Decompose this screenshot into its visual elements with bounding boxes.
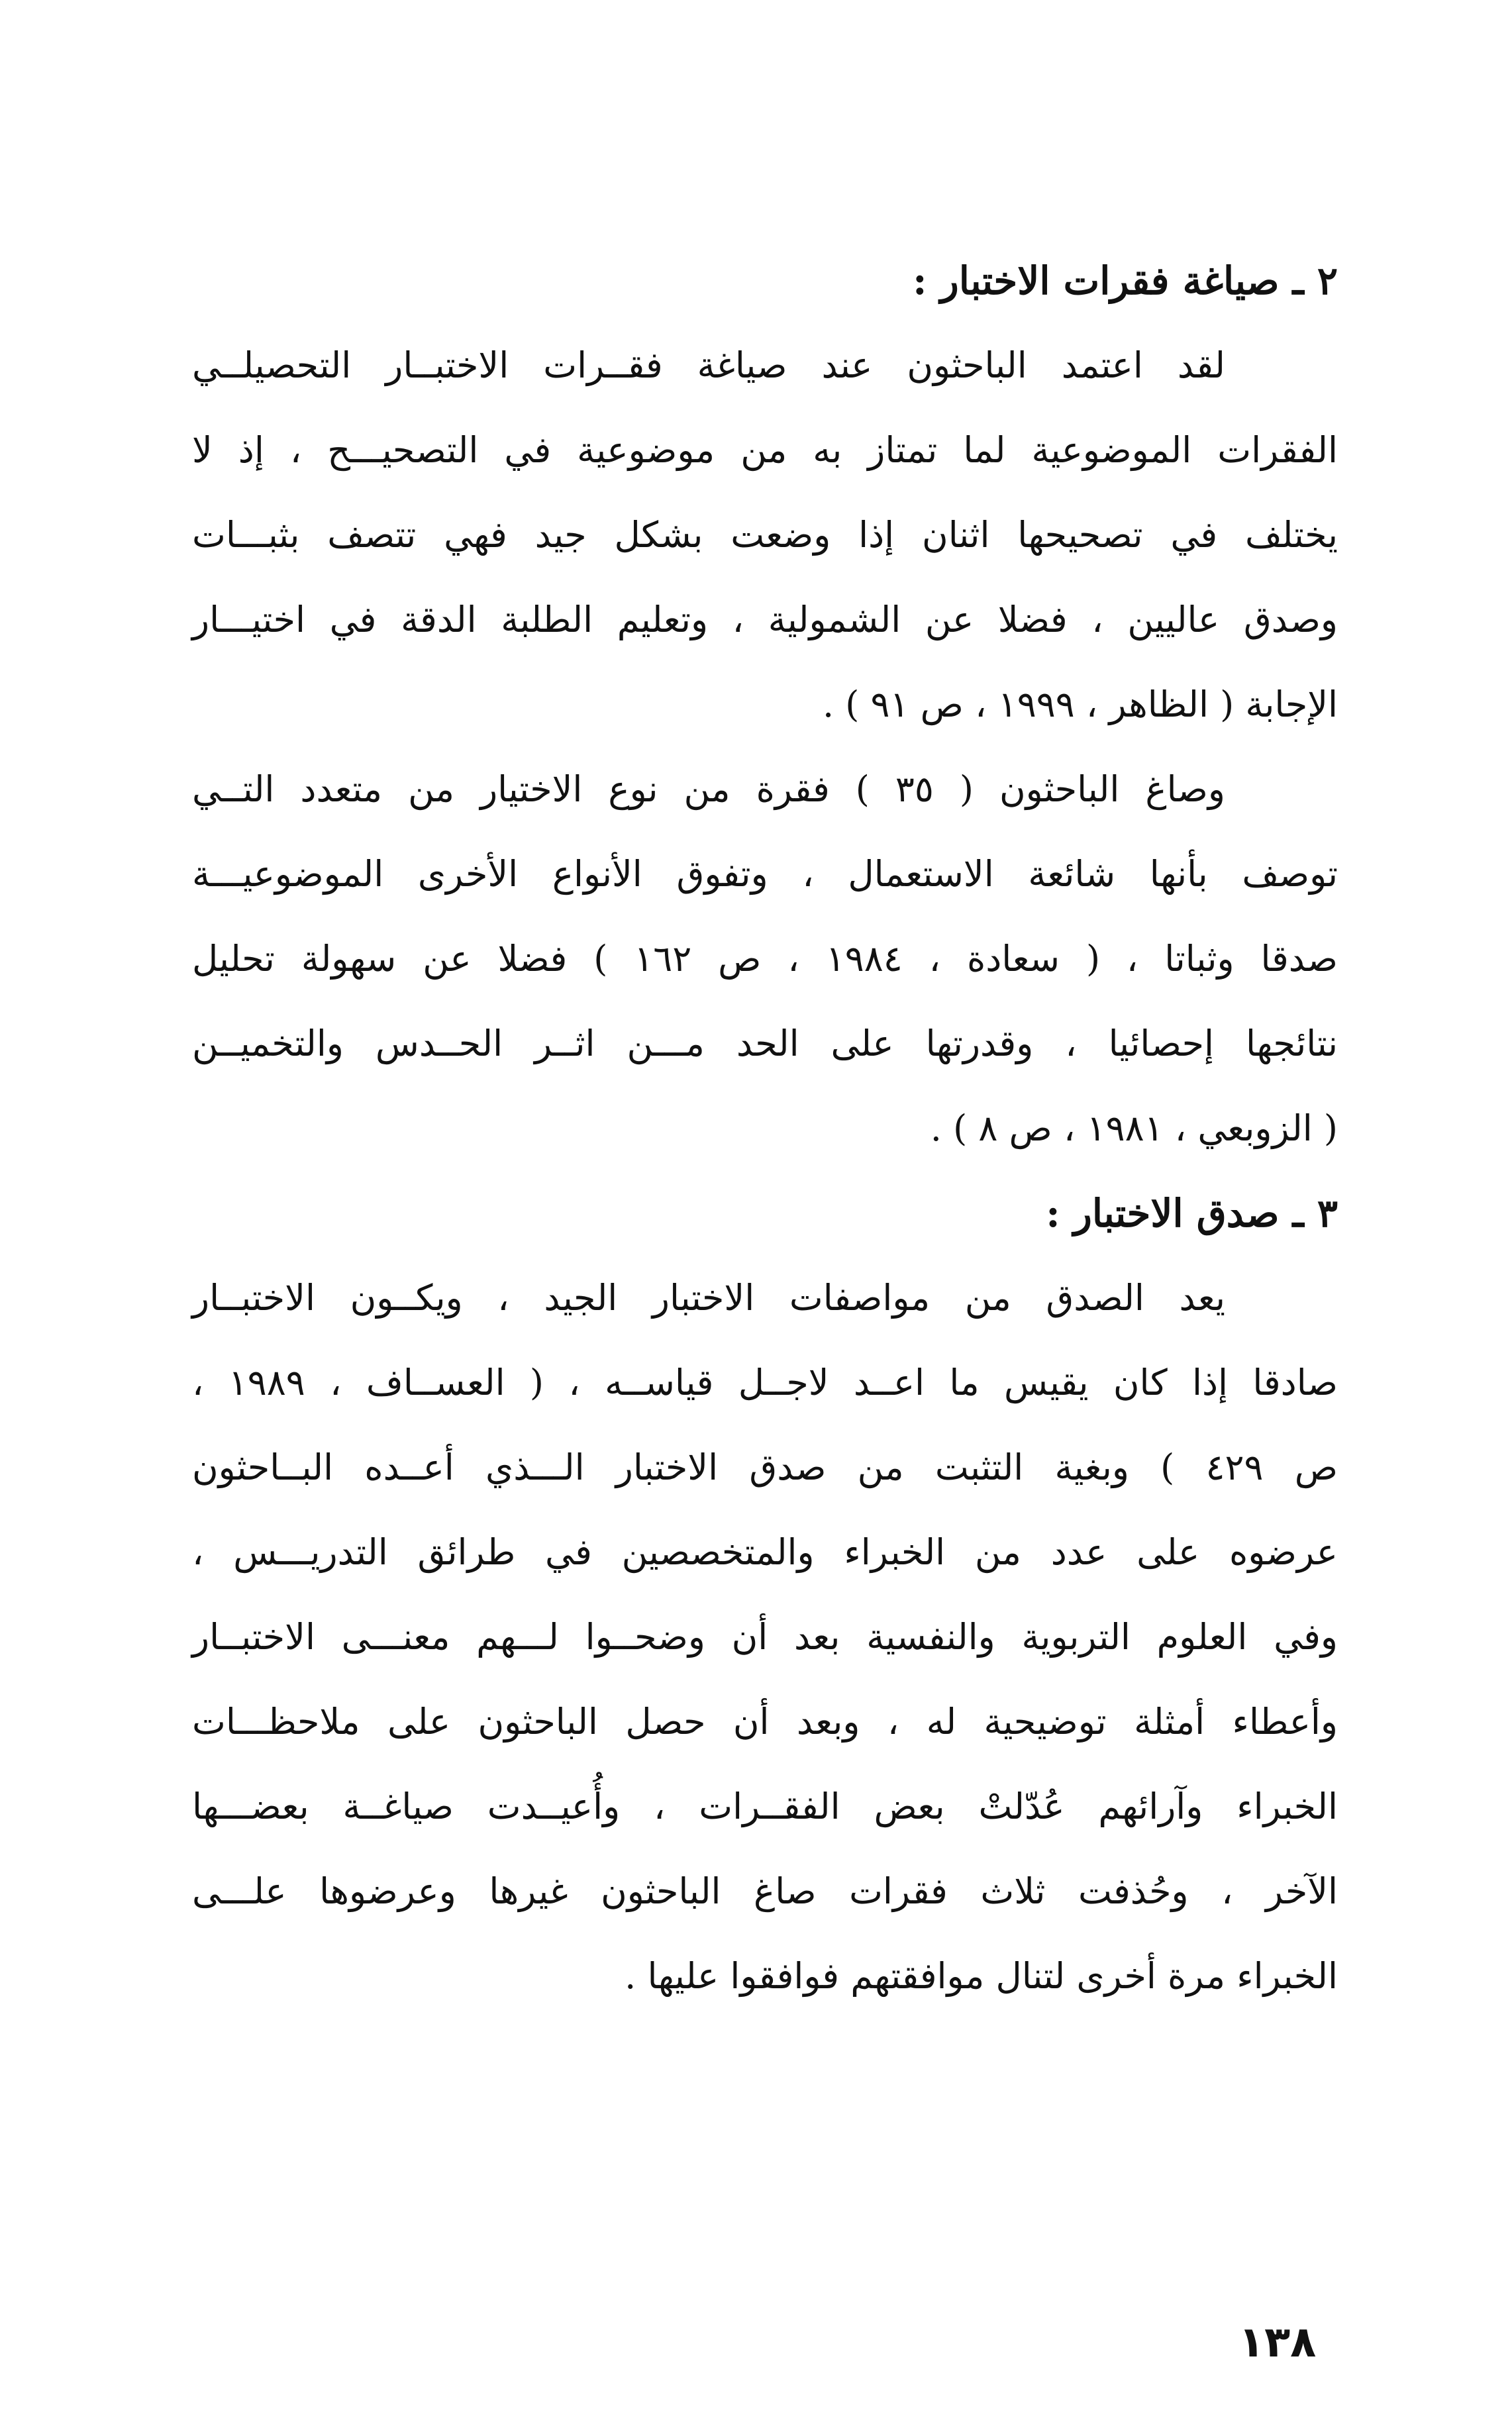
text-line: الفقرات الموضوعية لما تمتاز به من موضوعية في التصحيـــح ، إذ لا — [192, 429, 1338, 471]
text-line: وفي العلوم التربوية والنفسية بعد أن وضحــوا لـــهم معنـــى الاختبــار — [192, 1616, 1338, 1658]
paragraph-multiple-choice — [192, 747, 1338, 1171]
text-line: ص ٤٢٩ ) وبغية التثبت من صدق الاختبار الـــذي أعــده البــاحثون — [192, 1446, 1338, 1488]
paragraph-test-validity — [192, 1256, 1338, 2019]
page-body — [192, 238, 1338, 2019]
text-line: الآخر ، وحُذفت ثلاث فقرات صاغ الباحثون غيرها وعرضوها علـــى — [192, 1870, 1338, 1912]
text-line: نتائجها إحصائيا ، وقدرتها على الحد مـــن اثــر الحــدس والتخميــن — [192, 1023, 1338, 1064]
text-line: يختلف في تصحيحها اثنان إذا وضعت بشكل جيد فهي تتصف بثبـــات — [192, 514, 1338, 556]
text-line: وصدق عاليين ، فضلا عن الشمولية ، وتعليم الطلبة الدقة في اختيـــار — [192, 599, 1338, 640]
text-line: وأعطاء أمثلة توضيحية له ، وبعد أن حصل الباحثون على ملاحظـــات — [192, 1701, 1338, 1743]
text-line: الإجابة ( الظاهر ، ١٩٩٩ ، ص ٩١ ) . — [822, 683, 1338, 725]
page-number: ١٣٨ — [1238, 2318, 1317, 2367]
text-line: عرضوه على عدد من الخبراء والمتخصصين في طرائق التدريـــس ، — [192, 1531, 1338, 1573]
section-heading-test-items-drafting: ٢ ـ صياغة فقرات الاختبار : — [913, 258, 1338, 303]
text-line: الخبراء وآرائهم عُدّلتْ بعض الفقــرات ، وأُعيــدت صياغــة بعضـــها — [192, 1786, 1338, 1827]
text-line: يعد الصدق من مواصفات الاختبار الجيد ، ويكــون الاختبــار — [192, 1277, 1225, 1319]
text-line: وصاغ الباحثون ( ٣٥ ) فقرة من نوع الاختيار من متعدد التــي — [192, 768, 1225, 810]
text-line: توصف بأنها شائعة الاستعمال ، وتفوق الأنواع الأخرى الموضوعيـــة — [192, 853, 1338, 895]
section-heading-test-validity: ٣ ـ صدق الاختبار : — [1046, 1191, 1338, 1236]
paragraph-items-drafting — [192, 323, 1338, 747]
text-line: لقد اعتمد الباحثون عند صياغة فقــرات الاختبــار التحصيلــي — [192, 344, 1225, 386]
text-line: صدقا وثباتا ، ( سعادة ، ١٩٨٤ ، ص ١٦٢ ) فضلا عن سهولة تحليل — [192, 938, 1338, 980]
text-line: صادقا إذا كان يقيس ما اعــد لاجــل قياســه ، ( العســاف ، ١٩٨٩ ، — [192, 1362, 1338, 1403]
text-line: الخبراء مرة أخرى لتنال موافقتهم فوافقوا عليها . — [625, 1955, 1338, 1997]
text-line: ( الزوبعي ، ١٩٨١ ، ص ٨ ) . — [930, 1107, 1338, 1149]
